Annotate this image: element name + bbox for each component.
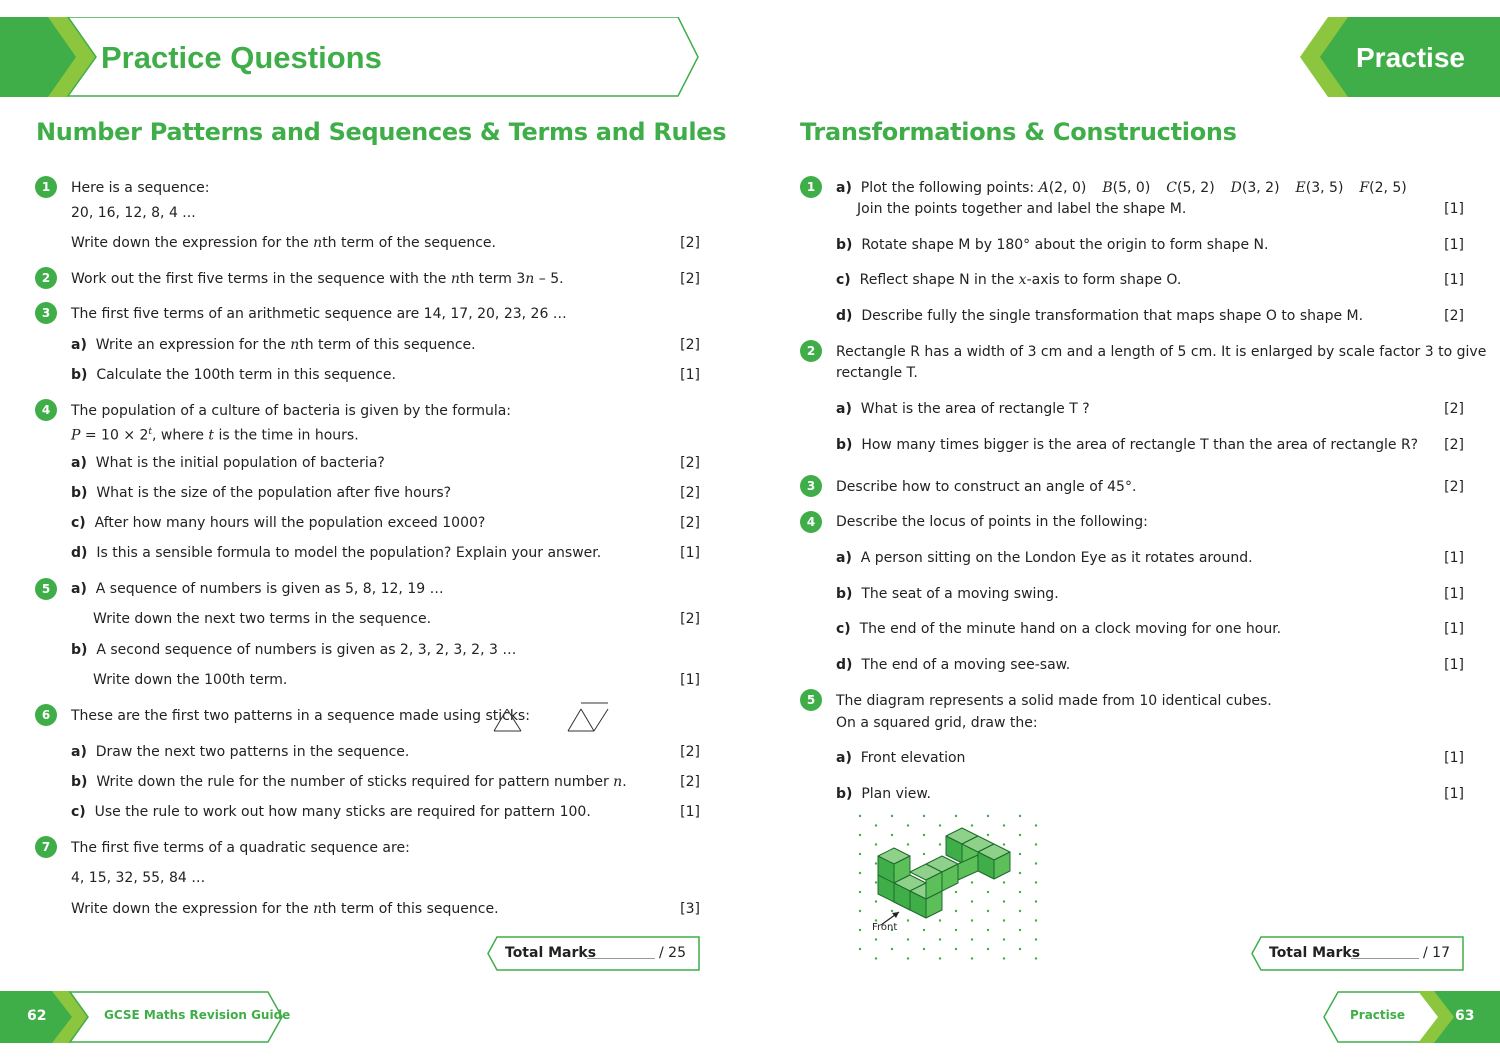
right-total-value: / 17 (1423, 945, 1450, 961)
grid-dot (955, 948, 957, 950)
grid-dot (939, 919, 941, 921)
r-q2-part-a: a) What is the area of rectangle T ? (836, 401, 1090, 417)
grid-dot (907, 824, 909, 826)
grid-dot (859, 815, 861, 817)
grid-dot (1035, 881, 1037, 883)
grid-dot (859, 891, 861, 893)
grid-dot (987, 815, 989, 817)
q4c-marks: [2] (680, 515, 700, 531)
left-total-answer-line (587, 958, 655, 959)
grid-dot (923, 948, 925, 950)
q1-marks: [2] (680, 235, 700, 251)
q4d-marks: [1] (680, 545, 700, 561)
q3b-marks: [1] (680, 367, 700, 383)
r-q2a-marks: [2] (1444, 401, 1464, 417)
grid-dot (971, 938, 973, 940)
page-title: Practice Questions (101, 40, 382, 75)
question-number-1: 1 (35, 176, 57, 198)
grid-dot (1003, 824, 1005, 826)
grid-dot (891, 815, 893, 817)
grid-dot (955, 929, 957, 931)
q1-sequence: 20, 16, 12, 8, 4 ... (71, 205, 196, 221)
r-q1-part-b: b) Rotate shape M by 180° about the origin to form shape N. (836, 237, 1269, 253)
footer-book-title: GCSE Maths Revision Guide (104, 1008, 291, 1022)
left-page-number: 62 (27, 1008, 47, 1024)
q6-text: These are the first two patterns in a sequence made using sticks: (71, 708, 530, 724)
grid-dot (1035, 938, 1037, 940)
q2-marks: [2] (680, 271, 700, 287)
point-F: F(2, 5) (1359, 180, 1407, 196)
r-q4a-marks: [1] (1444, 550, 1464, 566)
q3a-marks: [2] (680, 337, 700, 353)
right-question-number-2: 2 (800, 340, 822, 362)
point-E: E(3, 5) (1295, 180, 1344, 196)
r-q5-part-b: b) Plan view. (836, 786, 931, 802)
q1-task: Write down the expression for the nth term of the sequence. (71, 235, 496, 251)
q3-part-a: a) Write an expression for the nth term of this sequence. (71, 337, 476, 353)
q4-formula: $P = 10 \times 2^t$, where t is the time in hours. (71, 427, 359, 444)
grid-dot (859, 910, 861, 912)
grid-dot (875, 862, 877, 864)
r-q1d-marks: [2] (1444, 308, 1464, 324)
grid-dot (955, 910, 957, 912)
q7-sequence: 4, 15, 32, 55, 84 … (71, 870, 206, 886)
right-total-label: Total Marks (1269, 945, 1361, 961)
grid-dot (1019, 948, 1021, 950)
q6b-marks: [2] (680, 774, 700, 790)
grid-dot (939, 824, 941, 826)
r-q4-part-b: b) The seat of a moving swing. (836, 586, 1059, 602)
r-q4-text: Describe the locus of points in the following: (836, 514, 1148, 530)
stick-patterns-figure (490, 700, 615, 736)
r-q4-part-d: d) The end of a moving see-saw. (836, 657, 1071, 673)
grid-dot (923, 853, 925, 855)
r-q4d-marks: [1] (1444, 657, 1464, 673)
grid-dot (1035, 900, 1037, 902)
grid-dot (971, 900, 973, 902)
grid-dot (971, 919, 973, 921)
grid-dot (875, 843, 877, 845)
grid-dot (891, 910, 893, 912)
grid-dot (875, 938, 877, 940)
grid-dot (987, 834, 989, 836)
question-number-3: 3 (35, 302, 57, 324)
grid-dot (987, 929, 989, 931)
right-question-number-1: 1 (800, 176, 822, 198)
r-q5a-marks: [1] (1444, 750, 1464, 766)
r-q1a-marks: [1] (1444, 201, 1464, 217)
grid-dot (1019, 853, 1021, 855)
grid-dot (859, 853, 861, 855)
r-q4c-marks: [1] (1444, 621, 1464, 637)
grid-dot (1003, 938, 1005, 940)
grid-dot (1035, 824, 1037, 826)
right-question-number-4: 4 (800, 511, 822, 533)
footer-section-label: Practise (1350, 1008, 1406, 1022)
q1-text: Here is a sequence: (71, 180, 210, 196)
left-total-marks-box (487, 936, 701, 970)
grid-dot (1003, 881, 1005, 883)
points-list (1039, 180, 1407, 196)
q3-text: The first five terms of an arithmetic sequence are 14, 17, 20, 23, 26 … (71, 306, 567, 322)
grid-dot (907, 938, 909, 940)
q2-text: Work out the first five terms in the sequence with the nth term 3n – 5. (71, 271, 564, 287)
r-q1-part-c: c) Reflect shape N in the x-axis to form shape O. (836, 272, 1182, 288)
q4-part-d: d) Is this a sensible formula to model the population? Explain your answer. (71, 545, 602, 561)
left-total-label: Total Marks (505, 945, 597, 961)
grid-dot (875, 957, 877, 959)
grid-dot (875, 824, 877, 826)
q6-part-a: a) Draw the next two patterns in the sequence. (71, 744, 410, 760)
q6a-marks: [2] (680, 744, 700, 760)
right-total-answer-line (1351, 958, 1419, 959)
r-q2-text-line1: Rectangle R has a width of 3 cm and a length of 5 cm. It is enlarged by scale factor 3 to give (836, 344, 1487, 360)
left-section-title: Number Patterns and Sequences & Terms and Rules (36, 118, 727, 146)
q4-part-b: b) What is the size of the population after five hours? (71, 485, 452, 501)
r-q2b-marks: [2] (1444, 437, 1464, 453)
grid-dot (859, 834, 861, 836)
right-page-number: 63 (1455, 1008, 1475, 1024)
right-question-number-5: 5 (800, 689, 822, 711)
r-q1c-marks: [1] (1444, 272, 1464, 288)
grid-dot (1035, 843, 1037, 845)
r-q1-part-d: d) Describe fully the single transformation that maps shape O to shape M. (836, 308, 1364, 324)
point-D: D(3, 2) (1230, 180, 1280, 196)
grid-dot (1003, 919, 1005, 921)
r-q2-part-b: b) How many times bigger is the area of rectangle T than the area of rectangle R? (836, 437, 1419, 453)
grid-dot (1035, 957, 1037, 959)
q5-part-b: b) A second sequence of numbers is given as 2, 3, 2, 3, 2, 3 … (71, 642, 517, 658)
grid-dot (1019, 872, 1021, 874)
q5-part-b-task: Write down the 100th term. (93, 672, 288, 688)
grid-dot (923, 929, 925, 931)
right-section-title: Transformations & Constructions (800, 118, 1237, 146)
q6c-marks: [1] (680, 804, 700, 820)
r-q2-text-line2: rectangle T. (836, 365, 918, 381)
r-q1-part-a: a) Plot the following points: A(2, 0) B(5, 0) C(5, 2) D(3, 2) E(3, 5) F(2, 5) (836, 180, 1407, 196)
grid-dot (939, 957, 941, 959)
r-q3-text: Describe how to construct an angle of 45°. (836, 479, 1137, 495)
q5a-marks: [2] (680, 611, 700, 627)
grid-dot (859, 948, 861, 950)
r-q3-marks: [2] (1444, 479, 1464, 495)
r-q5-text-line1: The diagram represents a solid made from 10 identical cubes. (836, 693, 1272, 709)
grid-dot (1003, 957, 1005, 959)
r-q5b-marks: [1] (1444, 786, 1464, 802)
grid-dot (955, 815, 957, 817)
grid-dot (1019, 929, 1021, 931)
grid-dot (1035, 862, 1037, 864)
grid-dot (923, 834, 925, 836)
grid-dot (971, 881, 973, 883)
question-number-5: 5 (35, 578, 57, 600)
r-q5-part-a: a) Front elevation (836, 750, 966, 766)
question-number-4: 4 (35, 399, 57, 421)
q4-part-c: c) After how many hours will the population exceed 1000? (71, 515, 486, 531)
grid-dot (955, 891, 957, 893)
grid-dot (859, 929, 861, 931)
r-q4b-marks: [1] (1444, 586, 1464, 602)
q4b-marks: [2] (680, 485, 700, 501)
q5-part-a: a) A sequence of numbers is given as 5, 8, 12, 19 … (71, 581, 444, 597)
r-q4-part-a: a) A person sitting on the London Eye as it rotates around. (836, 550, 1253, 566)
q5b-marks: [1] (680, 672, 700, 688)
point-C: C(5, 2) (1166, 180, 1215, 196)
grid-dot (923, 815, 925, 817)
point-A: A(2, 0) (1038, 180, 1087, 196)
q7-text: The first five terms of a quadratic sequence are: (71, 840, 410, 856)
point-B: B(5, 0) (1102, 180, 1151, 196)
grid-dot (1019, 815, 1021, 817)
grid-dot (971, 957, 973, 959)
grid-dot (907, 843, 909, 845)
grid-dot (875, 900, 877, 902)
q4-part-a: a) What is the initial population of bacteria? (71, 455, 385, 471)
r-q1b-marks: [1] (1444, 237, 1464, 253)
question-number-7: 7 (35, 836, 57, 858)
question-number-6: 6 (35, 704, 57, 726)
question-number-2: 2 (35, 267, 57, 289)
q4a-marks: [2] (680, 455, 700, 471)
grid-dot (1019, 834, 1021, 836)
left-total-value: / 25 (659, 945, 686, 961)
grid-dot (1035, 919, 1037, 921)
q6-part-c: c) Use the rule to work out how many sticks are required for pattern 100. (71, 804, 591, 820)
r-q5-text-line2: On a squared grid, draw the: (836, 715, 1038, 731)
grid-dot (891, 948, 893, 950)
section-tab-title: Practise (1356, 42, 1465, 73)
q6-part-b: b) Write down the rule for the number of sticks required for pattern number n. (71, 774, 627, 790)
q5-part-a-task: Write down the next two terms in the sequence. (93, 611, 432, 627)
r-q4-part-c: c) The end of the minute hand on a clock moving for one hour. (836, 621, 1282, 637)
q7-task: Write down the expression for the nth term of this sequence. (71, 901, 499, 917)
grid-dot (907, 919, 909, 921)
grid-dot (939, 843, 941, 845)
grid-dot (891, 834, 893, 836)
grid-dot (987, 910, 989, 912)
front-label: Front (872, 922, 898, 933)
q3-part-b: b) Calculate the 100th term in this sequence. (71, 367, 396, 383)
q4-text: The population of a culture of bacteria is given by the formula: (71, 403, 512, 419)
grid-dot (907, 957, 909, 959)
grid-dot (859, 872, 861, 874)
r-q1-part-a-line2: Join the points together and label the shape M. (857, 201, 1187, 217)
grid-dot (987, 891, 989, 893)
grid-dot (1003, 843, 1005, 845)
isometric-cubes-diagram (852, 810, 1057, 965)
right-question-number-3: 3 (800, 475, 822, 497)
grid-dot (939, 938, 941, 940)
grid-dot (1019, 891, 1021, 893)
grid-dot (971, 824, 973, 826)
q7-marks: [3] (680, 901, 700, 917)
grid-dot (987, 948, 989, 950)
grid-dot (1003, 900, 1005, 902)
grid-dot (875, 881, 877, 883)
grid-dot (1019, 910, 1021, 912)
right-total-marks-box (1251, 936, 1465, 970)
